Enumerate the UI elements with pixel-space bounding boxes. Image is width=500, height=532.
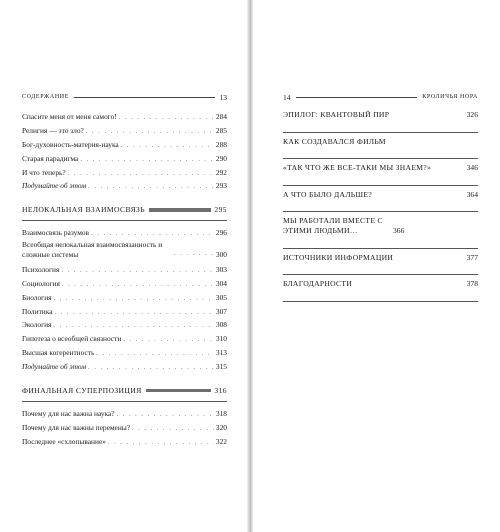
toc-entry-page: 320 [215,422,227,432]
toc-entry-label: «ТАК ЧТО ЖЕ ВСЕ-ТАКИ МЫ ЗНАЕМ?» [283,163,432,173]
leader-dots [117,409,214,423]
toc-entry-label: Высшая когерентность [22,348,95,358]
toc-entry-page: 308 [215,320,227,330]
running-head-title: СОДЕРЖАНИЕ [22,94,69,100]
running-head-title: КРОЛИЧЬЯ НОРА [422,94,478,100]
toc-entry-page: 310 [215,334,227,344]
toc-entry-label: Биология [22,292,52,302]
toc-entry-label: Последнее «схлопывание» [22,436,106,446]
toc-entry[interactable] [22,166,227,180]
toc-entry-label: Бог-духовность-материя-наука [22,139,119,149]
part-title: ФИНАЛЬНАЯ СУПЕРПОЗИЦИЯ [22,385,142,395]
leader-dots [62,279,214,293]
toc-entry[interactable] [22,407,227,421]
toc-entry-page: 378 [466,279,478,289]
toc-entry-page: 307 [215,306,227,316]
toc-entry-label: Старая парадигма [22,153,79,163]
toc-entry[interactable] [22,152,227,166]
table-of-contents [283,110,478,302]
toc-entry-label: МЫ РАБОТАЛИ ВМЕСТЕ С ЭТИМИ ЛЮДЬМИ… [283,216,383,235]
right-page [253,0,500,532]
toc-entry-page: 293 [215,181,227,191]
toc-entry-label: БЛАГОДАРНОСТИ [283,279,353,289]
toc-entry[interactable] [22,435,227,449]
toc-entry-page: 296 [215,228,227,238]
toc-entry[interactable] [22,263,227,277]
toc-entry-page: 322 [215,436,227,446]
toc-entry[interactable] [22,291,227,305]
toc-entry-page: 346 [466,163,478,173]
header-rule [74,97,215,98]
entry-rule [283,301,478,302]
part-page: 295 [214,205,227,215]
page-number: 13 [219,92,227,102]
toc-entry-page: 290 [215,153,227,163]
toc-entry-page: 305 [215,292,227,302]
leader-dots [123,334,214,348]
toc-entry-label: Гипотеза о всеобщей связности [22,334,122,344]
leader-dots [108,437,214,451]
leader-dots [61,265,214,279]
toc-entry[interactable] [22,360,227,374]
toc-entry-page: 326 [466,110,478,119]
toc-entry[interactable] [22,240,227,260]
part-bar [146,389,212,393]
part-page: 316 [214,385,227,395]
toc-entry-label: Подумайте об этом [22,362,87,372]
toc-entry-label: ИСТОЧНИКИ ИНФОРМАЦИИ [283,252,394,262]
toc-entry-label: И что теперь? [22,167,66,177]
leader-dots [68,168,214,182]
toc-entry[interactable] [22,318,227,332]
toc-entry[interactable] [22,124,227,138]
toc-entry-label: Взаимосвязь разумов [22,228,90,238]
toc-entry[interactable] [283,212,478,243]
running-head [22,92,227,102]
toc-entry[interactable] [22,332,227,346]
toc-entry-label: ЭПИЛОГ: КВАНТОВЫЙ ПИР [283,110,390,119]
toc-entry[interactable] [22,346,227,360]
leader-dots [121,140,214,154]
toc-entry-page: 285 [215,125,227,135]
leader-dots [54,293,214,307]
toc-entry[interactable] [283,159,478,181]
toc-entry-page: 303 [215,264,227,274]
toc-entry-page: 318 [215,408,227,418]
toc-entry-page: 315 [215,362,227,372]
part-heading[interactable] [22,384,227,397]
toc-entry-page: 366 [393,225,405,235]
toc-entry-page: 292 [215,167,227,177]
leader-dots [96,348,214,362]
toc-entry-page: 288 [215,139,227,149]
toc-entry-label: А ЧТО БЫЛО ДАЛЬШЕ? [283,189,372,199]
toc-entry[interactable] [22,110,227,124]
toc-entry-label: Спасите меня от меня самого! [22,112,117,121]
toc-entry-label: Психология [22,264,60,274]
toc-entry-label: КАК СОЗДАВАЛСЯ ФИЛЬМ [283,136,386,146]
part-title: НЕЛОКАЛЬНАЯ ВЗАИМОСВЯЗЬ [22,205,145,215]
toc-entry-label: Экология [22,320,52,330]
toc-entry[interactable] [283,249,478,271]
toc-entry[interactable] [22,305,227,319]
toc-entry[interactable] [22,226,227,240]
toc-entry-label: Почему для нас важны перемены? [22,422,131,432]
toc-entry-page: 377 [466,252,478,262]
toc-entry[interactable] [283,186,478,208]
toc-entry-page: 300 [215,250,227,260]
part-heading[interactable] [22,203,227,216]
leader-dots [55,307,214,321]
toc-entry[interactable] [22,277,227,291]
toc-entry[interactable] [283,275,478,297]
leader-dots [132,423,214,437]
toc-entry-label: Всеобщая нелокальная взаимосвязанность и сложные системы [22,240,163,260]
leader-dots [80,154,213,168]
toc-entry[interactable] [22,179,227,193]
toc-entry[interactable] [283,133,478,155]
leader-dots [174,250,214,260]
toc-entry[interactable] [283,110,478,128]
leader-dots [88,181,214,195]
leader-dots [88,362,214,376]
toc-entry-label: Религия — это зло? [22,125,84,135]
table-of-contents [22,110,227,449]
toc-entry[interactable] [22,421,227,435]
toc-entry-label: Политика [22,306,53,316]
toc-entry-page: 313 [215,348,227,358]
part-bar [149,208,211,212]
header-rule [296,97,418,98]
leader-dots [119,112,214,126]
page-number: 14 [283,92,291,102]
toc-entry-label: Подумайте об этом [22,181,87,191]
toc-entry-page: 364 [466,189,478,199]
toc-entry[interactable] [22,138,227,152]
toc-entry-label: Почему для нас важна наука? [22,408,115,418]
toc-entry-page: 284 [215,112,227,121]
running-head [283,92,478,102]
toc-entry-label: Социология [22,278,60,288]
toc-entry-page: 304 [215,278,227,288]
left-page [0,0,247,532]
